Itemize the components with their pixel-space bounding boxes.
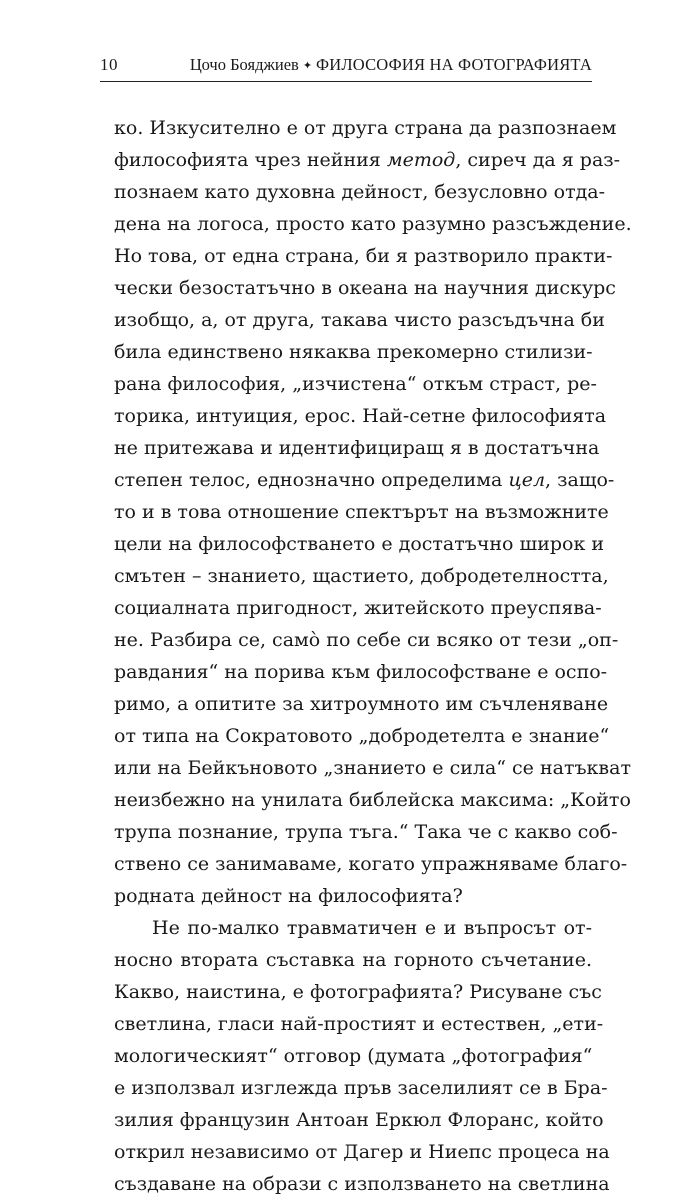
text-line: смътен – знанието, щастието, добродетелността, [114,565,609,587]
text-segment: философията чрез нейния [114,149,387,171]
text-line: носно втората съставка на горното съчетание. [114,949,592,971]
text-line: мологическият“ отговор (думата „фотография“ [114,1045,593,1067]
text-line: социалната пригодност, житейското преуспява- [114,597,602,619]
text-line: ко. Изкусително е от друга страна да разпознаем [114,117,617,139]
text-line [114,144,621,176]
text-line: то и в това отношение спектърът на възможните [114,501,609,523]
text-segment: , защо- [545,469,615,491]
text-line: била единствено някаква прекомерно стилизи- [114,341,593,363]
text-line: родната дейност на философията? [114,885,463,907]
text-line: създаване на образи с използването на светлина [114,1173,610,1195]
running-head [190,55,592,75]
book-title: ФИЛОСОФИЯ НА ФОТОГРАФИЯТА [316,55,592,74]
page-number: 10 [100,55,118,74]
text-line: трупа познание, трупа тъга.“ Така че с какво соб- [114,821,618,843]
text-line: ствено се занимаваме, когато упражняваме благо- [114,853,628,875]
text-line [114,464,615,496]
diamond-separator-icon: ✦ [302,60,313,72]
text-segment: , сиреч да я раз- [455,149,621,171]
text-line: римо, а опитите за хитроумното им съчленяване [114,693,609,715]
text-line: открил независимо от Дагер и Ниепс процеса на [114,1141,610,1163]
text-line: чески безостатъчно в океана на научния дискурс [114,277,616,299]
paragraph-2 [114,912,610,1200]
text-line: неизбежно на унилата библейска максима: „Който [114,789,631,811]
text-line: изобщо, а, от друга, такава чисто разсъдъчна би [114,309,605,331]
text-line: Но това, от една страна, би я разтворило практи- [114,245,613,267]
italic-term: метод [386,149,456,171]
text-line: не. Разбира се, само̀ по себе си всяко от тези „оп- [114,629,619,651]
text-line: зилия французин Антоан Еркюл Флоранс, който [114,1109,604,1131]
text-line: цели на философстването е достатъчно широк и [114,533,605,555]
text-line: дена на логоса, просто като разумно разсъждение. [114,213,632,235]
text-line: Не по-малко травматичен е и въпросът от- [152,917,592,939]
text-line: или на Бейкъновото „знанието е сила“ се натъкват [114,757,631,779]
paragraph-1 [114,112,632,912]
author-name: Цочо Бояджиев [189,55,299,74]
text-line: равдания“ на порива към философстване е оспо- [114,661,608,683]
running-header [100,52,592,82]
text-line: торика, интуиция, ерос. Най-сетне философията [114,405,607,427]
text-line: светлина, гласи най-простият и естествен, „ети- [114,1013,604,1035]
body-text [114,112,632,1200]
text-line: не притежава и идентифициращ я в достатъчна [114,437,600,459]
text-line: Какво, наистина, е фотографията? Рисуване със [114,981,602,1003]
text-line: рана философия, „изчистена“ откъм страст, ре- [114,373,597,395]
text-line: от типа на Сократовото „добродетелта е знание“ [114,725,610,747]
text-segment: степен телос, еднозначно определима [114,469,509,491]
text-line: познаем като духовна дейност, безусловно отда- [114,181,606,203]
text-line: е използвал изглежда пръв заселилият се в Бра- [114,1077,608,1099]
italic-term: цел [508,469,546,491]
